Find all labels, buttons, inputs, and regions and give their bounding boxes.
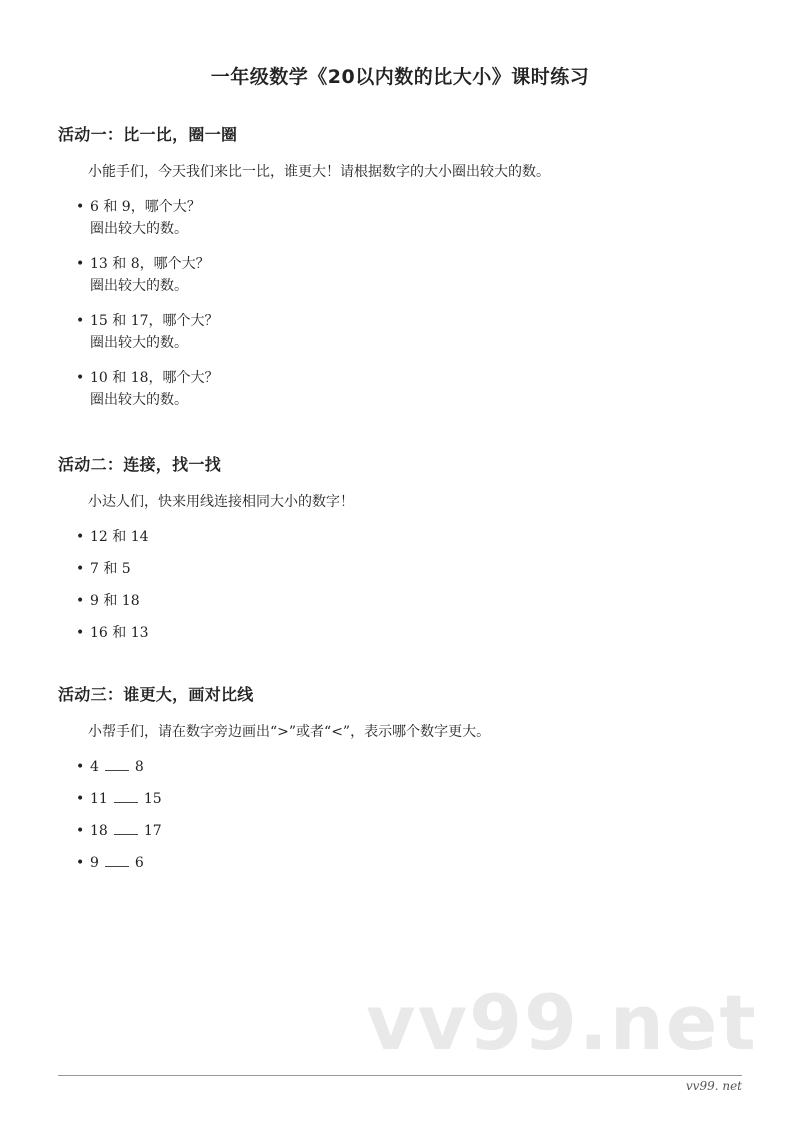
right-number: 6 bbox=[134, 855, 144, 871]
instruction-text: 圈出较大的数。 bbox=[90, 221, 188, 237]
list-item bbox=[58, 852, 748, 874]
left-number: 9 bbox=[90, 855, 99, 871]
list-item bbox=[58, 253, 748, 297]
page-title: 一年级数学《20以内数的比大小》课时练习 bbox=[210, 66, 590, 88]
instruction-text: 圈出较大的数。 bbox=[90, 278, 188, 294]
activity-2-section bbox=[58, 454, 748, 644]
bullet-icon: • bbox=[76, 791, 85, 807]
bullet-icon: • bbox=[76, 199, 85, 215]
list-item bbox=[58, 590, 748, 612]
activity-3-list bbox=[58, 756, 748, 874]
question-text: 15 和 17，哪个大？ bbox=[90, 313, 219, 329]
left-number: 18 bbox=[90, 823, 108, 839]
bullet-icon: • bbox=[76, 313, 85, 329]
list-item bbox=[58, 622, 748, 644]
bullet-icon: • bbox=[76, 370, 85, 386]
footer-site-label: vv99. net bbox=[685, 1079, 742, 1093]
bullet-icon: • bbox=[76, 529, 85, 545]
bullet-icon: • bbox=[76, 625, 85, 641]
instruction-text: 圈出较大的数。 bbox=[90, 392, 188, 408]
bullet-icon: • bbox=[76, 855, 85, 871]
watermark-text: vv99.net bbox=[366, 978, 758, 1067]
answer-blank[interactable] bbox=[105, 758, 129, 771]
list-item bbox=[58, 526, 748, 548]
activity-3-intro: 小帮手们，请在数字旁边画出“>”或者“<”，表示哪个数字更大。 bbox=[88, 724, 491, 740]
pair-text: 9 和 18 bbox=[90, 593, 140, 609]
bullet-icon: • bbox=[76, 256, 85, 272]
list-item bbox=[58, 196, 748, 240]
activity-1-list bbox=[58, 196, 748, 411]
question-text: 13 和 8，哪个大？ bbox=[90, 256, 210, 272]
list-item bbox=[58, 310, 748, 354]
instruction-text: 圈出较大的数。 bbox=[90, 335, 188, 351]
right-number: 15 bbox=[143, 791, 162, 807]
bullet-icon: • bbox=[76, 561, 85, 577]
list-item bbox=[58, 756, 748, 778]
bullet-icon: • bbox=[76, 759, 85, 775]
pair-text: 7 和 5 bbox=[90, 561, 131, 577]
pair-text: 12 和 14 bbox=[90, 529, 149, 545]
question-text: 10 和 18，哪个大？ bbox=[90, 370, 219, 386]
right-number: 17 bbox=[143, 823, 162, 839]
question-text: 6 和 9，哪个大？ bbox=[90, 199, 201, 215]
activity-2-intro: 小达人们，快来用线连接相同大小的数字！ bbox=[88, 494, 354, 510]
footer-divider bbox=[58, 1075, 742, 1076]
list-item bbox=[58, 788, 748, 810]
left-number: 4 bbox=[90, 759, 99, 775]
left-number: 11 bbox=[90, 791, 108, 807]
list-item bbox=[58, 558, 748, 580]
activity-1-heading: 活动一：比一比，圈一圈 bbox=[58, 125, 238, 144]
list-item bbox=[58, 820, 748, 842]
answer-blank[interactable] bbox=[114, 790, 138, 803]
activity-2-list bbox=[58, 526, 748, 644]
bullet-icon: • bbox=[76, 593, 85, 609]
pair-text: 16 和 13 bbox=[90, 625, 149, 641]
list-item bbox=[58, 367, 748, 411]
activity-1-intro: 小能手们，今天我们来比一比，谁更大！请根据数字的大小圈出较大的数。 bbox=[88, 164, 550, 180]
answer-blank[interactable] bbox=[114, 822, 138, 835]
activity-3-section bbox=[58, 684, 748, 874]
activity-2-heading: 活动二：连接，找一找 bbox=[58, 455, 222, 474]
answer-blank[interactable] bbox=[105, 854, 129, 867]
right-number: 8 bbox=[134, 759, 144, 775]
activity-1-section bbox=[58, 124, 748, 411]
activity-3-heading: 活动三：谁更大，画对比线 bbox=[58, 685, 254, 704]
bullet-icon: • bbox=[76, 823, 85, 839]
